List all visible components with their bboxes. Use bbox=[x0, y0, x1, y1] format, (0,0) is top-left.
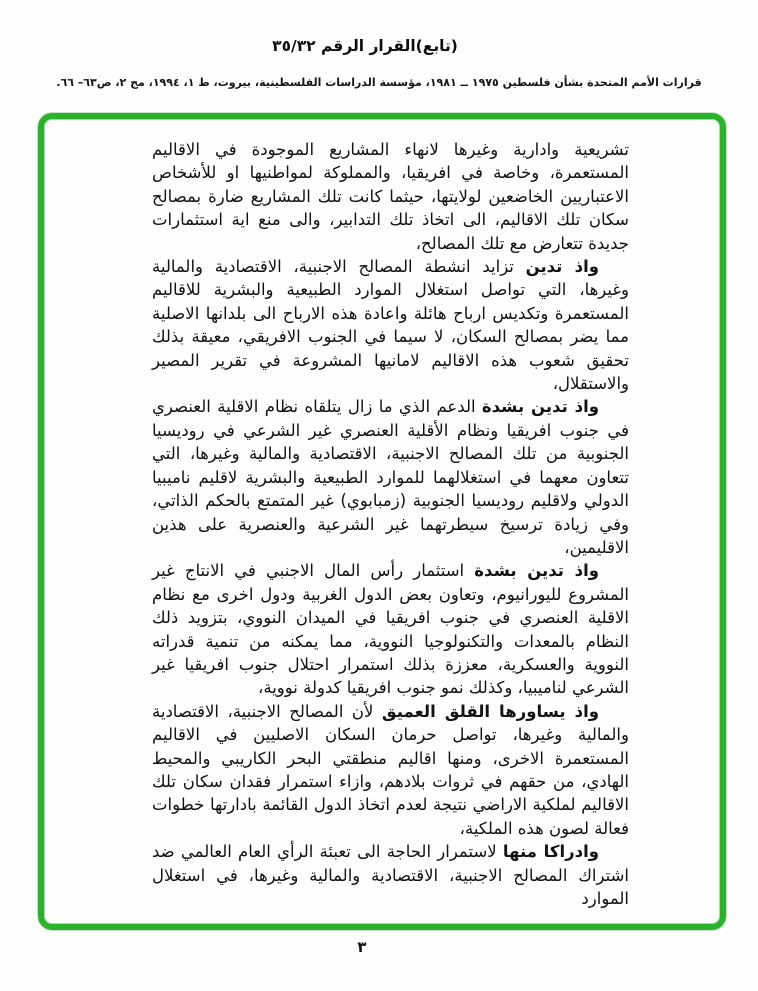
page-number bbox=[0, 938, 758, 956]
paragraph-lead: واذ يساورها القلق العميق bbox=[381, 701, 599, 721]
resolution-title: (تابع)القرار الرقم ٣٥/٣٢ bbox=[272, 37, 458, 55]
paragraph-text: استثمار رأس المال الاجنبي في الانتاج غير المشروع لليورانيوم، وتعاون بعض الدول الغربية ودول اخرى مع نظام الاقلية العنصري في جنوب افريقيا في الميدان النووي، بتزويد ذلك النظام بالمعدات والتكنولوجيا النووية، مما يمكنه من تنمية قدراته النووية والعسكرية، معززة بذلك استمرار احتلال جنوب افريقيا غير الشرعي لناميبيا، وكذلك نمو جنوب افريقيا كدولة نووية، bbox=[152, 561, 629, 698]
page-number-value: ٣ bbox=[357, 938, 367, 956]
paragraph-continuation bbox=[152, 138, 629, 255]
paragraph-condemn-support bbox=[152, 395, 629, 559]
paragraph-lead: واذ تدين بشدة bbox=[474, 561, 599, 581]
paragraph-text: تشريعية وادارية وغيرها لانهاء المشاريع الموجودة في الاقاليم المستعمرة، وخاصة في افريقيا، والمملوكة لمواطنيها او للأشخاص الاعتباريين الخاضعين لولايتها، حيثما كانت تلك المشاريع ضارة بمصالح سكان تلك الاقاليم، الى اتخاذ تلك التدابير، والى منع اية استثمارات جديدة تتعارض مع تلك المصالح، bbox=[152, 140, 629, 253]
paragraph-lead: واذ تدين bbox=[525, 257, 599, 277]
resolution-body-text bbox=[152, 138, 629, 910]
paragraph-text: لأن المصالح الاجنبية، الاقتصادية والمالية وغيرها، تواصل حرمان السكان الاصليين في الاقاليم المستعمرة الاخرى، ومنها اقاليم منطقتي البحر الكاريبي والمحيط الهادي، من حقهم في ثروات بلادهم، وازاء استمرار فقدان سكان تلك الاقاليم لملكية الاراضي نتيجة لعدم اتخاذ الدول القائمة بادارتها خطوات فعالة لصون هذه الملكية، bbox=[152, 701, 629, 838]
paragraph-condemn-investment bbox=[152, 559, 629, 699]
paragraph-text: تزايد انشطة المصالح الاجنبية، الاقتصادية والمالية وغيرها، التي تواصل استغلال الموارد الطبيعية والبشرية للاقاليم المستعمرة وتكديس ارباح هائلة واعادة هذه الارباح الى بلدانها الاصلية مما يضر بمصالح السكان، لا سيما في الجنوب الافريقي، معيقة بذلك تحقيق شعوب هذه الاقاليم لامانيها المشروعة في تقرير المصير والاستقلال، bbox=[152, 257, 629, 394]
source-citation: قرارات الأمم المتحدة بشأن فلسطين ١٩٧٥ ــ ١٩٨١، مؤسسة الدراسات الفلسطينية، بيروت، ط ١، ١٩٩٤، مج ٢، ص٦٣– ٦٦. bbox=[56, 76, 702, 89]
paragraph-condemn-activities bbox=[152, 255, 629, 395]
paragraph-lead: وادراكا منها bbox=[502, 842, 599, 862]
paragraph-deep-concern bbox=[152, 700, 629, 840]
paragraph-text: لاستمرار الحاجة الى تعبئة الرأي العام العالمي ضد اشتراك المصالح الاجنبية، الاقتصادية والمالية وغيرها، في استغلال الموارد bbox=[152, 842, 629, 908]
paragraph-lead: واذ تدين بشدة bbox=[481, 397, 599, 417]
paragraph-awareness bbox=[152, 840, 629, 910]
paragraph-text: الدعم الذي ما زال يتلقاه نظام الاقلية العنصري في جنوب افريقيا ونظام الأقلية العنصري غير الشرعي في روديسيا الجنوبية من تلك المصالح الاجنبية، الاقتصادية والمالية وغيرها، التي تتعاون معهما في استغلالهما للموارد الطبيعية والبشرية لاقليم ناميبيا الدولي ولاقليم روديسيا الجنوبية (زمبابوي) غير المتمتع بالحكم الذاتي، وفي زيادة ترسيخ سيطرتهما غير الشرعية والعنصرية على هذين الاقليمين، bbox=[152, 397, 629, 557]
page-header bbox=[0, 36, 758, 55]
